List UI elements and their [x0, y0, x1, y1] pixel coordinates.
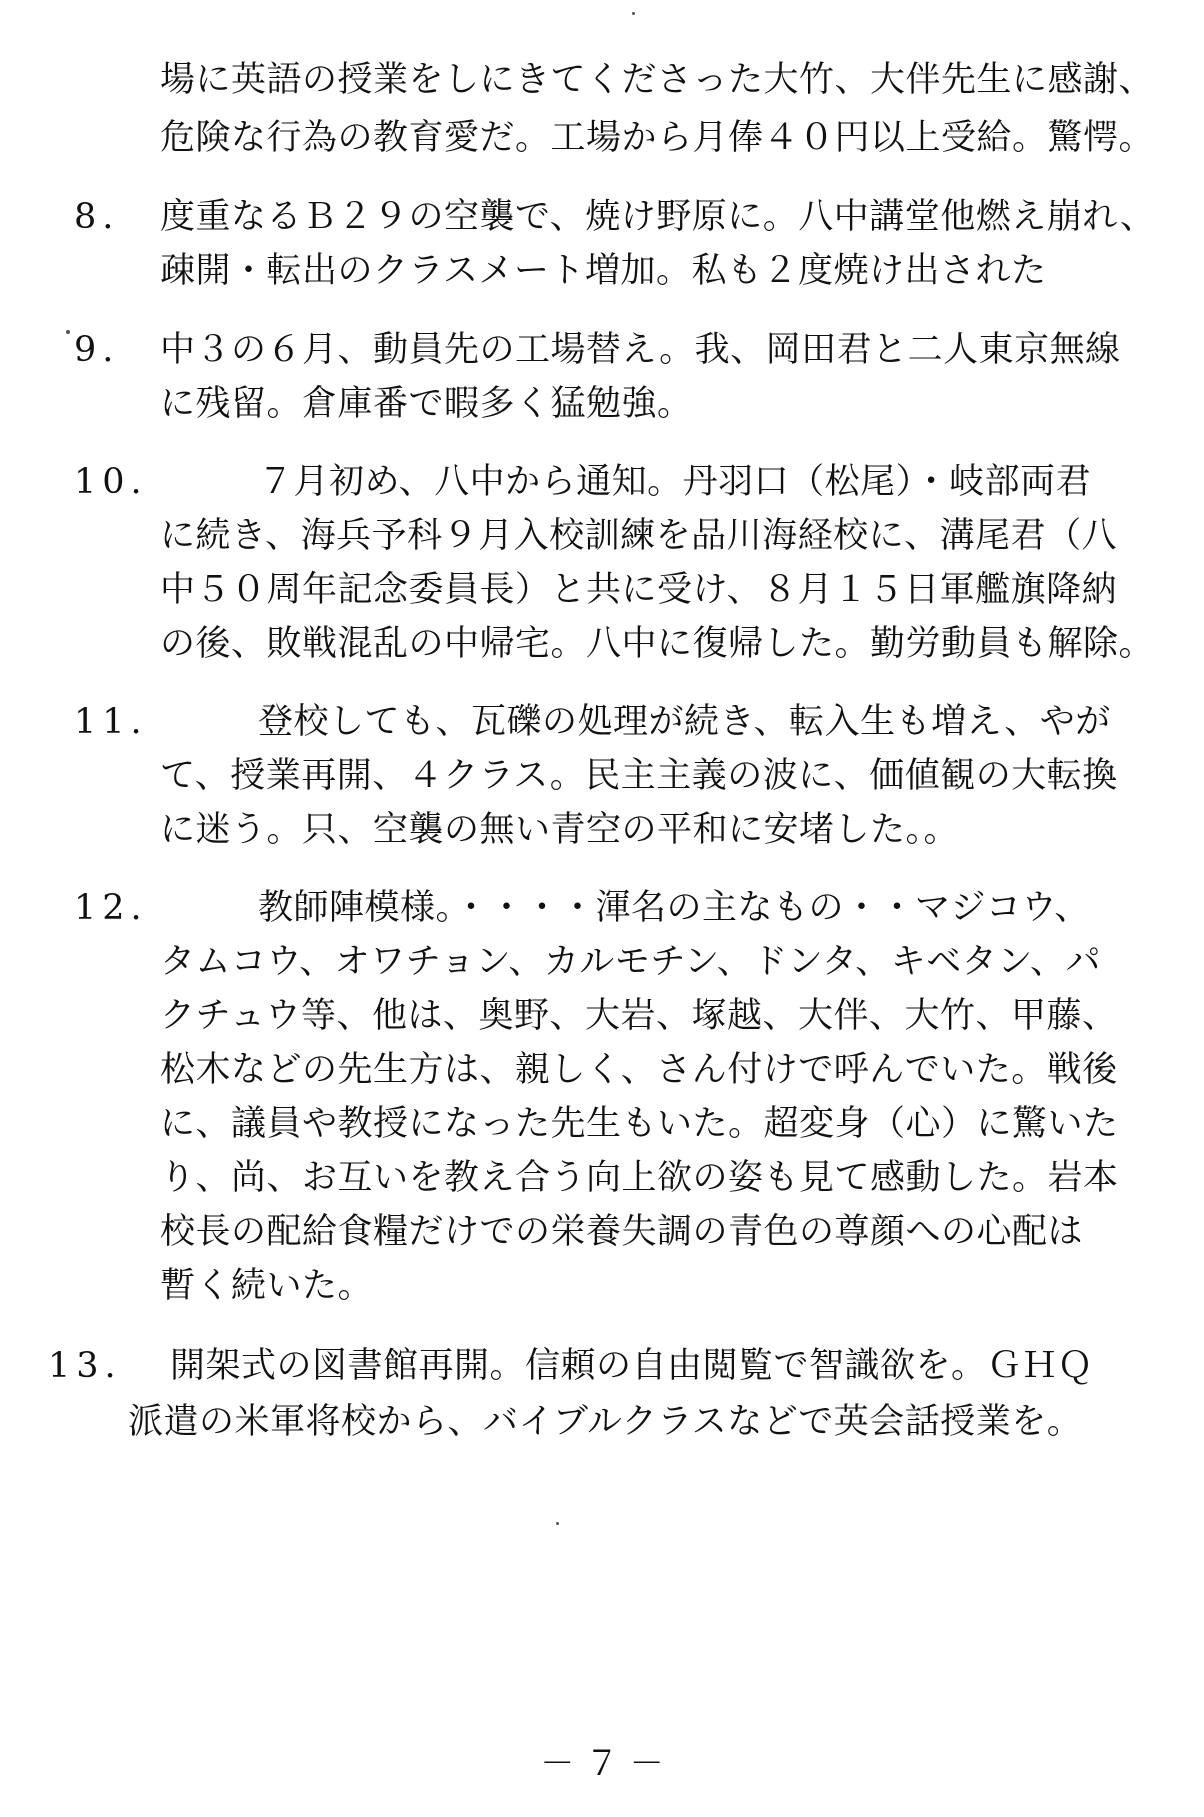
continuation-line-1: 場に英語の授業をしにきてくださった大竹、大伴先生に感謝、 — [160, 60, 1155, 100]
item-10-line-1: ７月初め、八中から通知。丹羽口（松尾）・岐部両君 — [258, 462, 1092, 502]
item-11-number: 11. — [74, 702, 148, 742]
item-10-line-3: 中５０周年記念委員長）と共に受け、８月１５日軍艦旗降納 — [160, 570, 1118, 610]
item-13-line-1: 開架式の図書館再開。信頼の自由閲覧で智識欲を。ＧＨＱ — [170, 1346, 1094, 1386]
item-12-line-8: 暫く続いた。 — [160, 1266, 374, 1306]
scan-speck — [556, 1522, 559, 1525]
item-12-line-7: 校長の配給食糧だけでの栄養失調の青色の尊顔への心配は — [160, 1212, 1084, 1252]
item-9-number: 9. — [74, 330, 120, 370]
item-10-number: 10. — [74, 462, 148, 502]
page-number: － ７ － — [540, 1744, 664, 1784]
item-12-line-6: り、尚、お互いを教え合う向上欲の姿も見て感動した。岩本 — [160, 1158, 1119, 1198]
item-12-number: 12. — [74, 888, 148, 928]
item-8-number: 8. — [74, 197, 120, 237]
scan-speck — [632, 12, 635, 15]
item-13-line-2: 派遣の米軍将校から、バイブルクラスなどで英会話授業を。 — [128, 1402, 1083, 1442]
item-11-line-1: 登校しても、瓦礫の処理が続き、転入生も増え、やが — [258, 702, 1111, 742]
item-12-line-2: タムコウ、オワチョン、カルモチン、ドンタ、キベタン、パ — [160, 942, 1102, 982]
item-12-line-3: クチュウ等、他は、奥野、大岩、塚越、大伴、大竹、甲藤、 — [160, 996, 1118, 1036]
scan-speck — [66, 330, 70, 334]
item-9-line-1: 中３の６月、動員先の工場替え。我、岡田君と二人東京無線 — [160, 330, 1121, 370]
item-12-line-5: に、議員や教授になった先生もいた。超変身（心）に驚いた — [160, 1104, 1119, 1144]
item-8-line-1: 度重なるＢ２９の空襲で、焼け野原に。八中講堂他燃え崩れ、 — [160, 197, 1156, 237]
item-10-line-2: に続き、海兵予科９月入校訓練を品川海経校に、溝尾君（八 — [160, 516, 1118, 556]
item-8-line-2: 疎開・転出のクラスメート増加。私も２度焼け出された — [160, 251, 1047, 291]
item-11-line-2: て、授業再開、４クラス。民主主義の波に、価値観の大転換 — [160, 756, 1118, 796]
item-12-line-4: 松木などの先生方は、親しく、さん付けで呼んでいた。戦後 — [160, 1050, 1118, 1090]
item-11-line-3: に迷う。只、空襲の無い青空の平和に安堵した。。 — [160, 810, 960, 850]
continuation-line-2: 危険な行為の教育愛だ。工場から月俸４０円以上受給。驚愕。 — [160, 118, 1155, 158]
item-10-line-4: の後、敗戦混乱の中帰宅。八中に復帰した。勤労動員も解除。 — [160, 624, 1155, 664]
item-9-line-2: に残留。倉庫番で暇多く猛勉強。 — [160, 384, 693, 424]
item-12-line-1: 教師陣模様。・・・・渾名の主なもの・・マジコウ、 — [258, 888, 1090, 928]
item-13-number: 13. — [48, 1346, 122, 1386]
